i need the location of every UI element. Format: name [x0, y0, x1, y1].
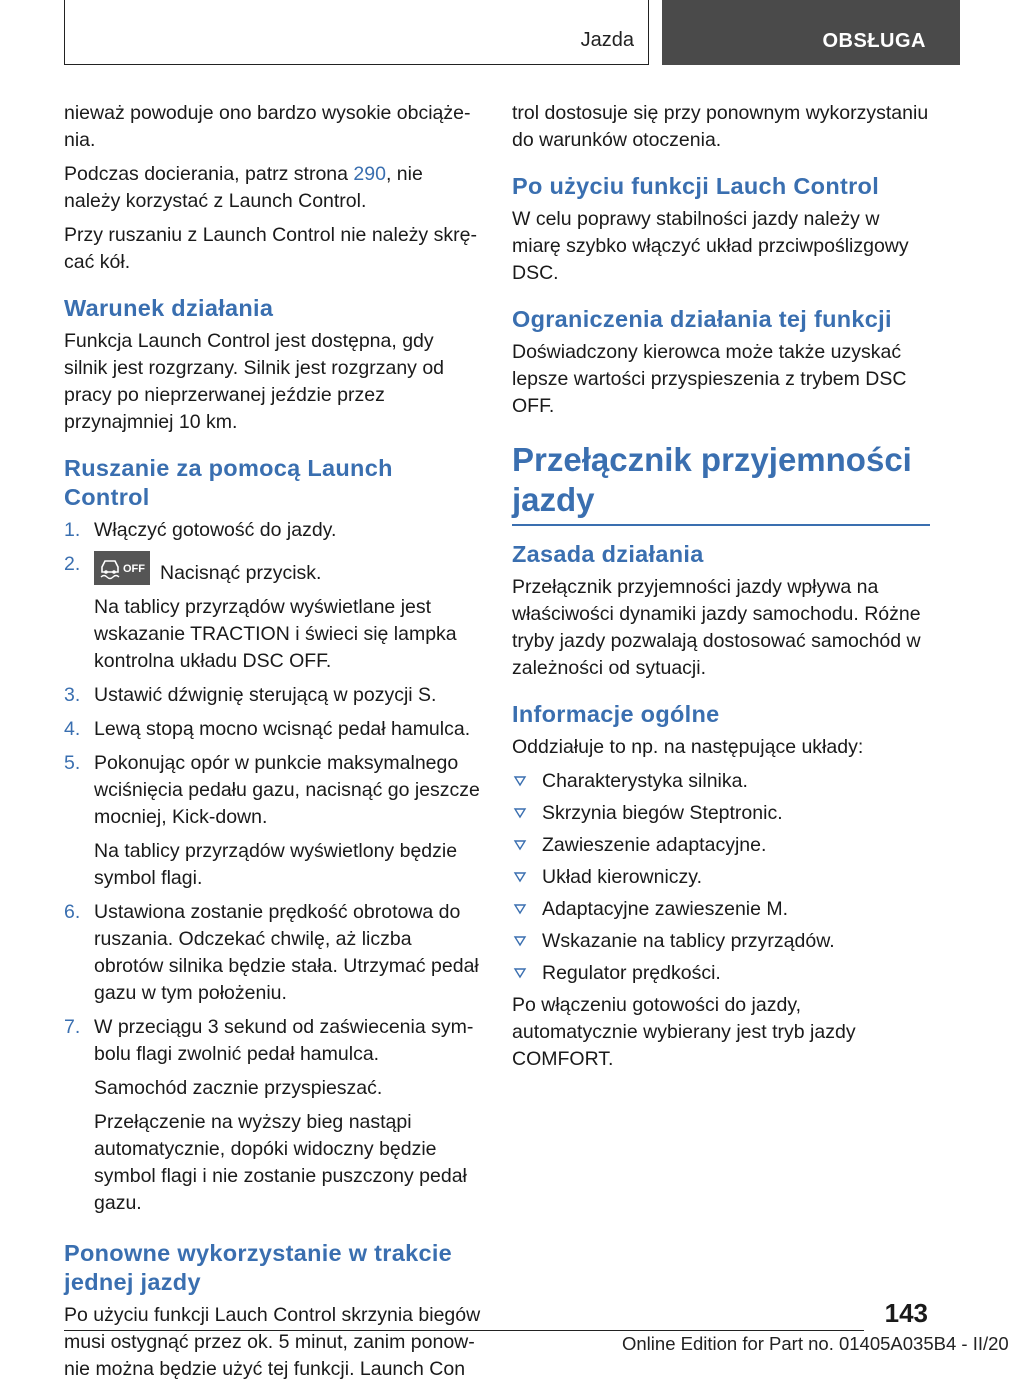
- break-in-text-after: , nie należy korzystać z Launch Control.: [64, 163, 423, 212]
- step-number: 6.: [64, 901, 81, 923]
- launch-steps-list: [64, 517, 482, 1217]
- step-item: [64, 682, 482, 709]
- step-text: Przełączenie na wyższy bieg nastąpi automatycznie, dopóki widoczny będzie symbol flagi i nie zostanie puszczony pedał gazu.: [94, 1111, 467, 1214]
- closing-paragraph: Po włączeniu gotowości do jazdy, automatycznie wybierany jest tryb jazdy COMFORT.: [512, 994, 856, 1070]
- step-item: [64, 750, 482, 892]
- page-number: 143: [884, 1298, 928, 1328]
- heading-zasada: Zasada działania: [512, 541, 704, 567]
- header-section-box: [64, 0, 649, 65]
- step-text: Lewą stopą mocno wcisnąć pedał hamulca.: [94, 718, 471, 740]
- step-item: [64, 899, 482, 1007]
- header-chapter-title: OBSŁUGA: [822, 30, 926, 52]
- triangle-bullet-icon: [514, 808, 526, 818]
- step-text: Włączyć gotowość do jazdy.: [94, 519, 337, 541]
- triangle-bullet-icon: [514, 968, 526, 978]
- triangle-bullet-icon: [514, 936, 526, 946]
- header-chapter-tab: [662, 0, 960, 65]
- list-item-text: Charakterystyka silnika.: [542, 770, 748, 792]
- list-item: [512, 832, 930, 859]
- step-number: 5.: [64, 752, 81, 774]
- footer-divider: [64, 1330, 864, 1331]
- step-text: Na tablicy przyrządów wyświetlony będzie symbol flagi.: [94, 840, 458, 889]
- step-number: 4.: [64, 718, 81, 740]
- heading-ruszanie: Ruszanie za pomocą Launch Control: [64, 455, 393, 510]
- list-item: [512, 864, 930, 891]
- dsc-off-button-icon: [94, 551, 150, 585]
- page-reference-link[interactable]: 290: [353, 163, 386, 185]
- heading-informacje: Informacje ogólne: [512, 701, 720, 727]
- step-item: [64, 716, 482, 743]
- list-item: [512, 960, 930, 987]
- triangle-bullet-icon: [514, 904, 526, 914]
- step-text: Samochód zacznie przyspieszać.: [94, 1077, 383, 1099]
- break-in-text-before: Podczas docierania, patrz strona: [64, 163, 354, 185]
- steering-paragraph: Przy ruszaniu z Launch Control nie należy skręcać kół.: [64, 224, 477, 273]
- heading-warunek: Warunek działania: [64, 295, 274, 321]
- continuation-paragraph: trol dostosuje się przy ponownym wykorzystaniu do warunków otoczenia.: [512, 102, 929, 151]
- triangle-bullet-icon: [514, 776, 526, 786]
- break-in-paragraph: [64, 161, 482, 215]
- intro-paragraph: nieważ powoduje ono bardzo wysokie obciążenia.: [64, 102, 471, 151]
- step-text-inline: Nacisnąć przycisk.: [160, 562, 322, 584]
- heading-po-uzyciu: Po użyciu funkcji Lauch Control: [512, 173, 880, 199]
- ponowne-paragraph: Po użyciu funkcji Lauch Control skrzynia biegów musi ostygnąć przez ok. 5 minut, zanim ponownie można będzie użyć tej funkcji. Launch Con: [64, 1304, 481, 1380]
- step-number: 3.: [64, 684, 81, 706]
- ograniczenia-paragraph: Doświadczony kierowca może także uzyskać lepsze wartości przyspieszenia z trybem DSC OFF.: [512, 341, 907, 417]
- po-uzyciu-paragraph: W celu poprawy stabilności jazdy należy w miarę szybko włączyć układ przciwpoślizgowy DSC.: [512, 208, 909, 284]
- step-text: Ustawiona zostanie prędkość obrotowa do ruszania. Odczekać chwilę, aż liczba obrotów silnika będzie stała. Utrzymać pedał gazu w tym położeniu.: [94, 901, 479, 1004]
- list-item-text: Regulator prędkości.: [542, 962, 721, 984]
- step-number: 1.: [64, 519, 81, 541]
- step-text: [94, 551, 482, 587]
- dsc-off-icon-label: OFF: [123, 563, 145, 575]
- warunek-paragraph: Funkcja Launch Control jest dostępna, gdy silnik jest rozgrzany. Silnik jest rozgrzany od pracy po nieprzerwanej jeździe przez przynajmniej 10 km.: [64, 330, 445, 433]
- list-item: [512, 768, 930, 795]
- step-item: [64, 551, 482, 675]
- triangle-bullet-icon: [514, 840, 526, 850]
- systems-bullet-list: [512, 768, 930, 987]
- list-item: [512, 800, 930, 827]
- step-number: 7.: [64, 1016, 81, 1038]
- zasada-paragraph: Przełącznik przyjemności jazdy wpływa na właściwości dynamiki jazdy samochodu. Różne tryby jazdy pozwalają dostosować samochód w zależności od sytuacji.: [512, 576, 921, 679]
- heading-ponowne: Ponowne wykorzystanie w trakcie jednej jazdy: [64, 1240, 453, 1295]
- list-item: [512, 928, 930, 955]
- step-text: Ustawić dźwignię sterującą w pozycji S.: [94, 684, 437, 706]
- list-item-text: Zawieszenie adaptacyjne.: [542, 834, 767, 856]
- left-column: [64, 100, 482, 1390]
- step-text: W przeciągu 3 sekund od zaświecenia symbolu flagi zwolnić pedał hamulca.: [94, 1016, 474, 1065]
- list-item-text: Adaptacyjne zawieszenie M.: [542, 898, 789, 920]
- step-text: Pokonując opór w punkcie maksymalnego wciśnięcia pedału gazu, nacisnąć go jeszcze mocniej, Kick-down.: [94, 752, 480, 828]
- list-item-text: Układ kierowniczy.: [542, 866, 703, 888]
- step-number: 2.: [64, 553, 81, 575]
- triangle-bullet-icon: [514, 872, 526, 882]
- list-item: [512, 896, 930, 923]
- heading-driving-switch: Przełącznik przyjemności jazdy: [512, 440, 930, 526]
- list-item-text: Wskazanie na tablicy przyrządów.: [542, 930, 835, 952]
- footer-edition-text: Online Edition for Part no. 01405A035B4 - II/20: [622, 1333, 1009, 1354]
- header-section-title: Jazda: [580, 29, 634, 51]
- list-item-text: Skrzynia biegów Steptronic.: [542, 802, 783, 824]
- step-item: [64, 517, 482, 544]
- heading-ograniczenia: Ograniczenia działania tej funkcji: [512, 306, 892, 332]
- step-item: [64, 1014, 482, 1217]
- step-text: Na tablicy przyrządów wyświetlane jest wskazanie TRACTION i świeci się lampka kontrolna układu DSC OFF.: [94, 596, 457, 672]
- right-column: [512, 100, 930, 1080]
- informacje-intro: Oddziałuje to np. na następujące układy:: [512, 736, 864, 758]
